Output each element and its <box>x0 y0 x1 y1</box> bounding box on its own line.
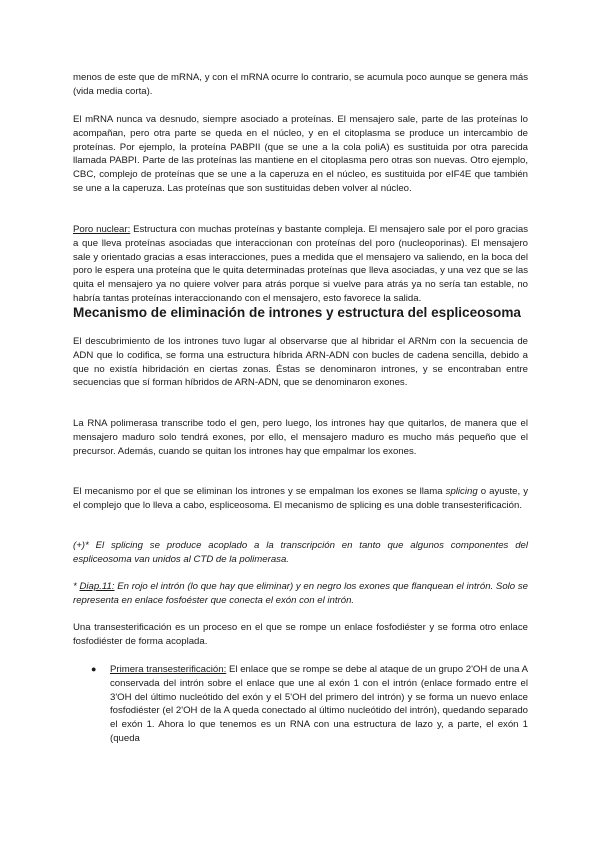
note-coupled-splicing <box>73 539 528 567</box>
paragraph-mrna-accumulation <box>73 71 528 99</box>
paragraph-text: El enlace que se rompe se debe al ataque de un grupo 2'OH de una A conservada del intrón sobre el enlace que une al exón 1 con el intrón (enlace formado entre el 3'OH del último nucleótido del exón y el 5'OH del primero del intrón) y se forma un nuevo enlace fosfodiéster (el 2'OH de la A queda conectado al último nucleótido del intrón), quedando separado el exón 1. Ahora lo que tenemos es un RNA con una estructura de lazo y, a parte, el exón 1 (queda <box>110 664 528 744</box>
term-splicing: splicing <box>445 486 478 497</box>
paragraph-text: La RNA polimerasa transcribe todo el gen, pero luego, los intrones hay que quitarlos, de manera que el mensajero maduro solo tendrá exones, por ello, el mensajero maduro es mucho más pequeño que el precursor. Además, cuando se quitan los intrones hay que empalmar los exones. <box>73 418 528 457</box>
term-diap-11: Diap.11: <box>79 581 115 592</box>
paragraph-text: o ayuste, y el complejo que lo lleva a cabo, espliceosoma. El mecanismo de splicing es una doble transesterificación. <box>73 486 528 511</box>
paragraph-splicing-mechanism <box>73 485 528 513</box>
paragraph-text: menos de este que de mRNA, y con el mRNA ocurre lo contrario, se acumula poco aunque se genera más (vida media corta). <box>73 72 528 97</box>
term-nuclear-pore: Poro nuclear: <box>73 224 131 235</box>
paragraph-intron-discovery <box>73 335 528 390</box>
paragraph-rna-polymerase <box>73 417 528 458</box>
paragraph-text: Estructura con muchas proteínas y bastante compleja. El mensajero sale por el poro gracias a que lleva proteínas asociadas que interaccionan con proteínas del poro (nucleoporinas). El mensajero sale y orientado gracias a esas interacciones, pues a medida que el mensajero va saliendo, en la boca del poro le espera una proteína que le quita determinadas proteínas que lleva asociadas, y una vez que se las quita el mensajero ya no quiere volver para atrás porque si vuelve para atrás ya no sería tan estable, no habría tantas proteínas interaccionando con el mensajero, esto favorece la salida. <box>73 224 528 304</box>
paragraph-text: El mRNA nunca va desnudo, siempre asociado a proteínas. El mensajero sale, parte de las proteínas lo acompañan, pero otra parte se queda en el núcleo, y en el citoplasma se produce un intercambio de proteínas. Por ejemplo, la proteína PABPII (que se une a la cola poliA) es sustituida por otra parecida llamada PABPI. Parte de las proteínas las mantiene en el citoplasma pero otras son nuevas. Otro ejemplo, CBC, complejo de proteínas que se une a la caperuza en el núcleo, es sustituida por eIF4E que también se une a la caperuza. Las proteínas que son sustituidas deben volver al núcleo. <box>73 114 528 194</box>
section-heading: Mecanismo de eliminación de intrones y estructura del espliceosoma <box>73 305 521 320</box>
note-diap-11 <box>73 580 528 608</box>
paragraph-text: El mecanismo por el que se eliminan los intrones y se empalman los exones se llama <box>73 486 446 497</box>
paragraph-transesterification <box>73 621 528 649</box>
paragraph-text: En rojo el intrón (lo que hay que eliminar) y en negro los exones que flanquean el intrón. Solo se representa en enlace fosfoéster que conecta el exón con el intrón. <box>73 581 528 606</box>
term-first-transesterification: Primera transesterificación: <box>110 664 227 675</box>
paragraph-mrna-proteins <box>73 113 528 196</box>
list-item-first-transesterification <box>110 663 528 746</box>
note-prefix: * <box>73 581 80 592</box>
paragraph-nuclear-pore <box>73 223 528 306</box>
paragraph-text: Una transesterificación es un proceso en el que se rompe un enlace fosfodiéster y se forma otro enlace fosfodiéster de forma acoplada. <box>73 622 528 647</box>
paragraph-text: (+)* El splicing se produce acoplado a la transcripción en tanto que algunos componentes del espliceosoma van unidos al CTD de la polimerasa. <box>73 540 528 565</box>
paragraph-text: El descubrimiento de los intrones tuvo lugar al observarse que al hibridar el ARNm con la secuencia de ADN que lo codifica, se forma una estructura híbrida ARN-ADN con bucles de cadena sencilla, debido a que no existía hibridación en ciertas zonas. Éstas se denominaron intrones, y se encontraban entre secuencias que sí forman híbridos de ARN-ADN, que se denominaron exones. <box>73 336 528 389</box>
bullet-icon: ● <box>91 664 97 674</box>
